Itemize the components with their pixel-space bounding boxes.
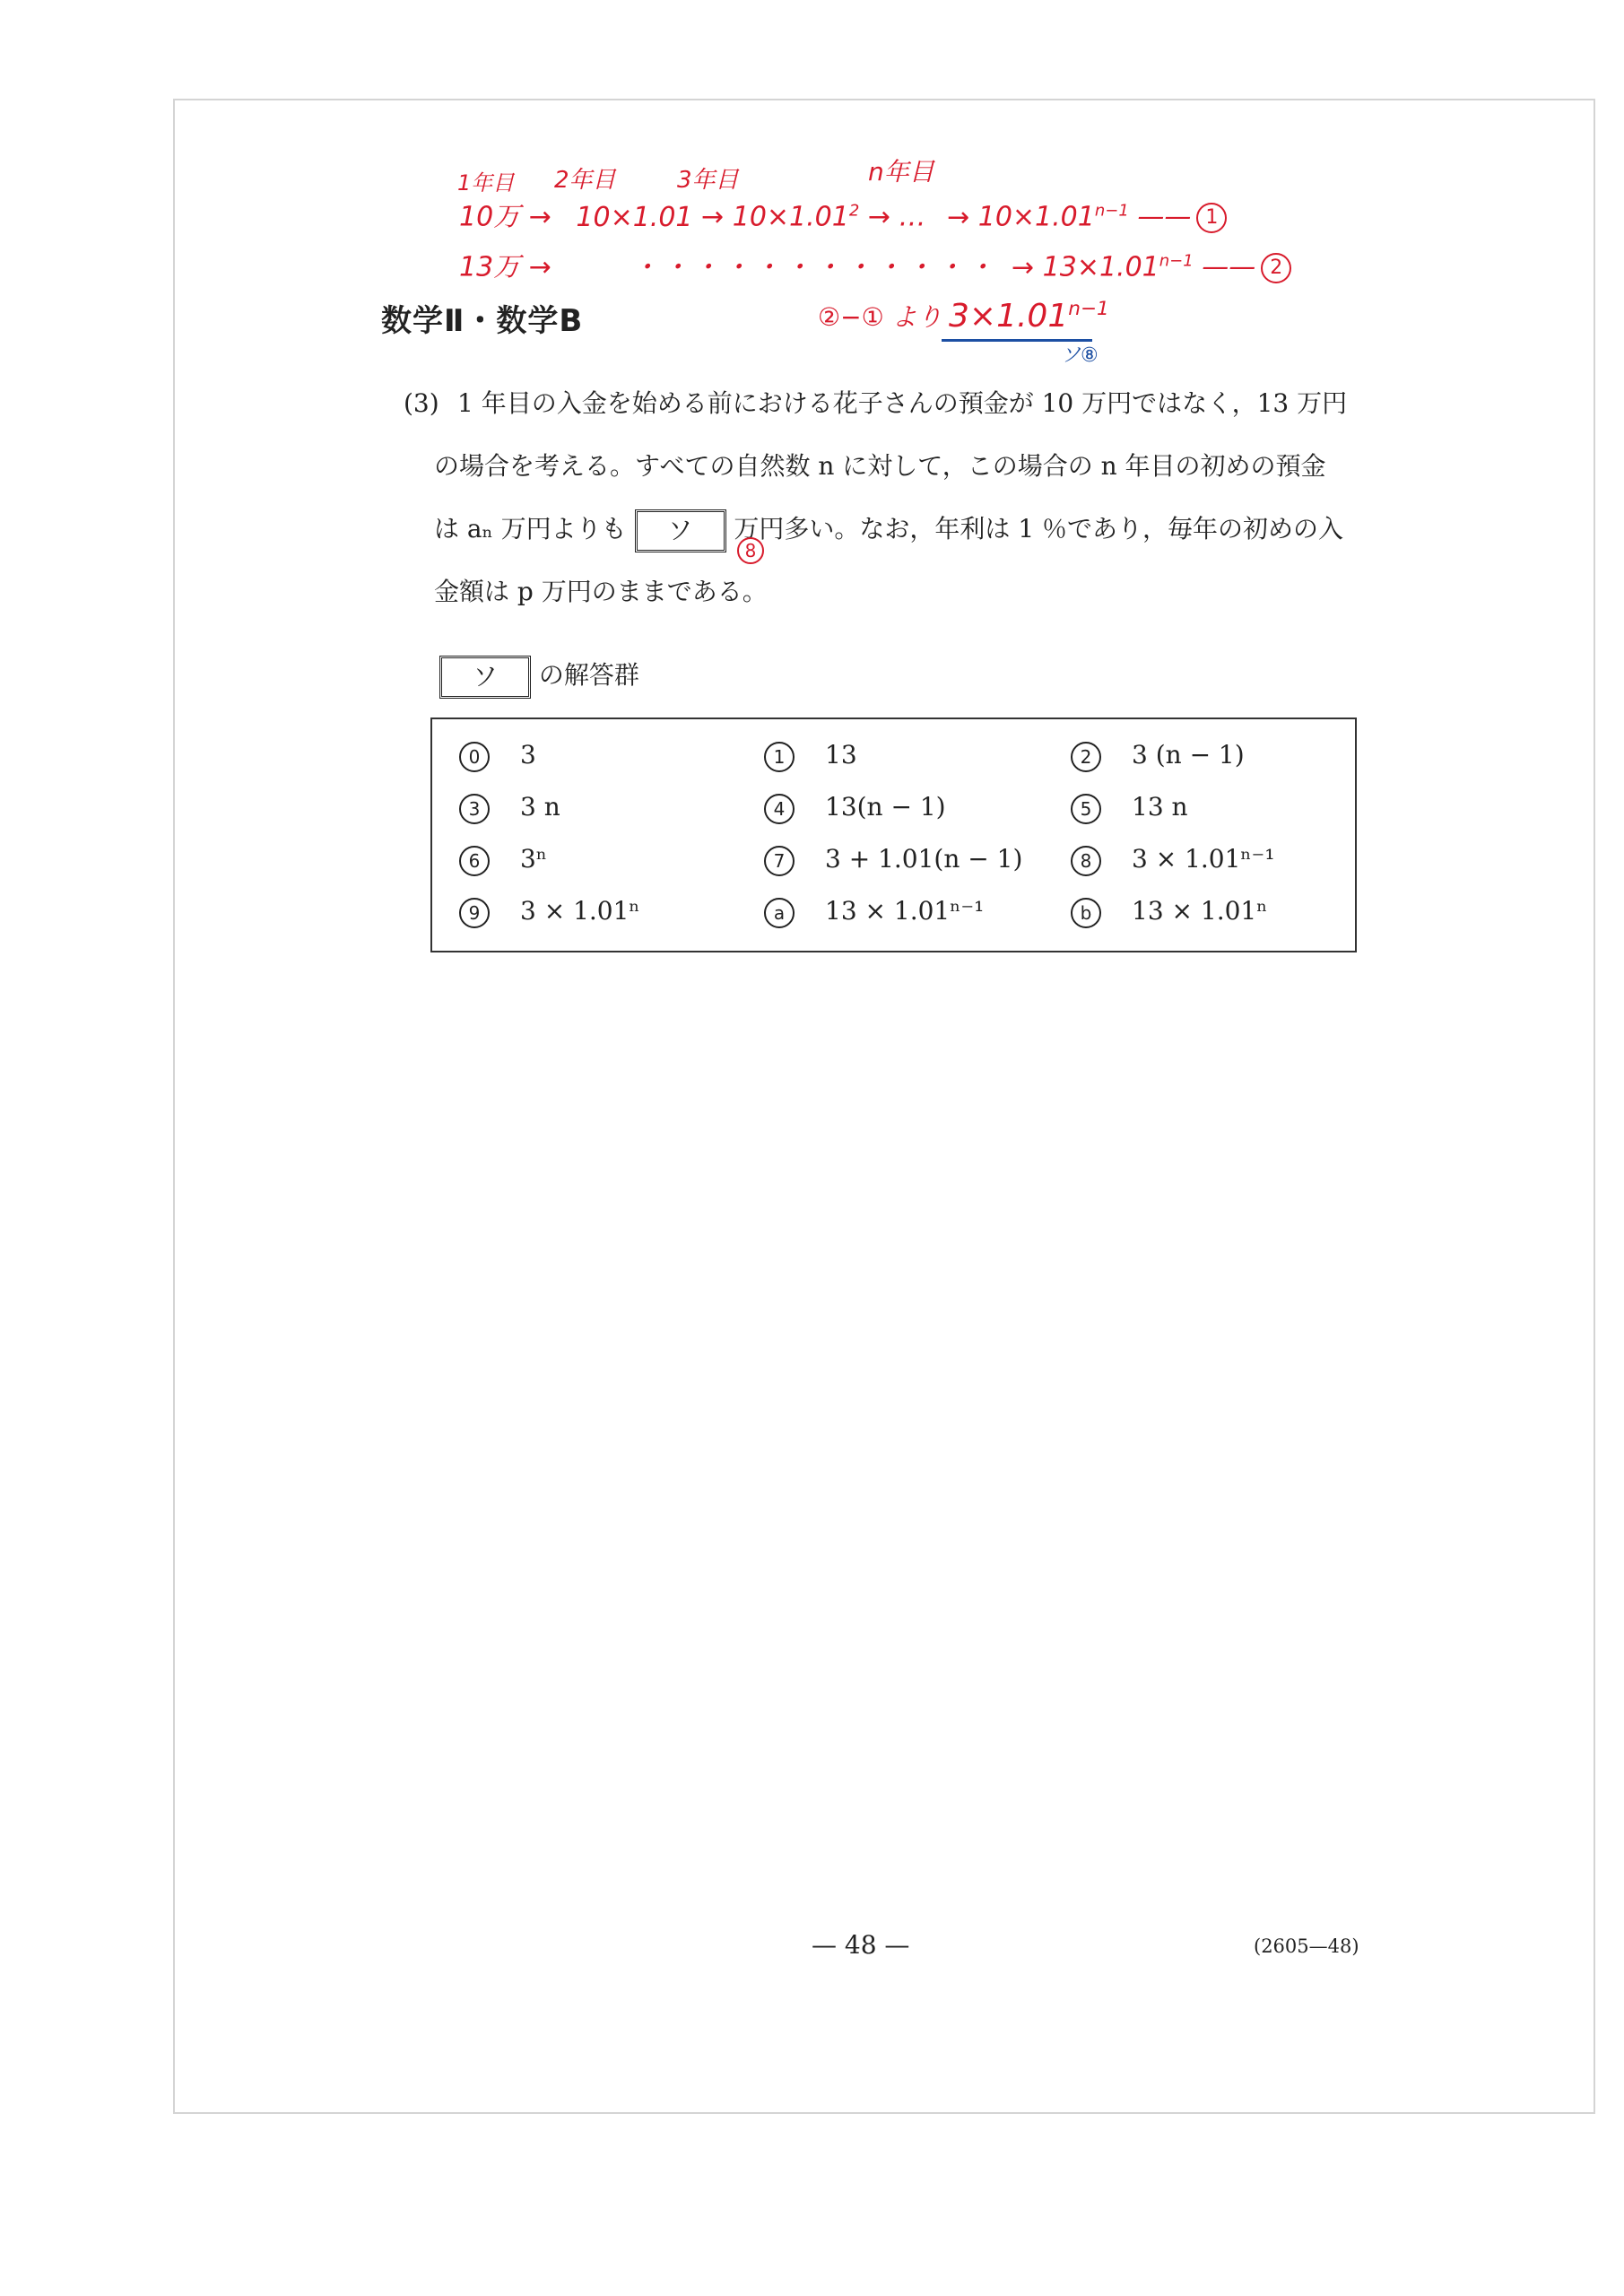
choice-mark-8: 8 [1071, 846, 1101, 876]
answer-box-so[interactable]: ソ [635, 509, 726, 552]
choice-mark-5: 5 [1071, 794, 1101, 824]
handwritten-row2-end: 13×1.01 [1042, 251, 1159, 283]
handwritten-row1-end-exp: n−1 [1094, 201, 1129, 221]
choices-box [430, 718, 1357, 952]
choice-text: 13 × 1.01ⁿ [1132, 896, 1268, 926]
choice-1[interactable] [764, 737, 857, 773]
problem-line-4 [404, 561, 1372, 623]
handwritten-row2: 13万 → ・・・・・・・・・・・・ → $13\times 1.01^{n-1}$ —— 2 [459, 253, 1291, 283]
problem-line3-before: は aₙ 万円よりも [434, 514, 627, 544]
choice-9[interactable] [459, 893, 640, 929]
problem-line3-after: 万円多い。なお，年利は 1 ％であり，毎年の初めの入 [734, 514, 1344, 544]
handwritten-difference-exp: n−1 [1068, 298, 1109, 320]
handwritten-year2: 2年目 [554, 167, 616, 194]
handwritten-row2-dots: ・・・・・・・・・・・・ [631, 251, 998, 283]
blue-underline [942, 339, 1092, 342]
page-number: — 48 — [812, 1930, 910, 1960]
choice-mark-4: 4 [764, 794, 795, 824]
answer-group-label [439, 655, 639, 699]
choice-mark-a: a [764, 898, 795, 928]
handwritten-mark-1-icon: 1 [1196, 203, 1227, 233]
answer-group-box: ソ [439, 656, 531, 699]
choice-text: 3 + 1.01(n − 1) [825, 844, 1023, 874]
choice-mark-2: 2 [1071, 742, 1101, 772]
handwritten-yearn: n年目 [868, 157, 934, 187]
choice-0[interactable] [459, 737, 536, 773]
choice-text: 13(n − 1) [825, 792, 946, 822]
choice-b[interactable] [1071, 893, 1267, 929]
choice-mark-b: b [1071, 898, 1101, 928]
choice-text: 3 n [520, 792, 560, 822]
answer-group-text: の解答群 [538, 660, 639, 690]
problem-line4-text: 金額は p 万円のままである。 [434, 577, 768, 606]
choice-text: 3 × 1.01ⁿ [520, 896, 640, 926]
choice-mark-6: 6 [459, 846, 490, 876]
choice-mark-1: 1 [764, 742, 795, 772]
choice-mark-0: 0 [459, 742, 490, 772]
choice-text: 13 [825, 740, 857, 770]
handwritten-mark-2-icon: 2 [1261, 253, 1291, 283]
choice-4[interactable] [764, 789, 946, 825]
handwritten-year1: 1年目 [457, 170, 515, 196]
choice-8[interactable] [1071, 841, 1275, 877]
choice-a[interactable] [764, 893, 984, 929]
page-code: (2605—48) [1254, 1935, 1359, 1957]
handwritten-difference-result [949, 300, 1109, 333]
handwritten-row1-dots: … [899, 201, 926, 233]
choice-2[interactable] [1071, 737, 1245, 773]
choice-text: 3ⁿ [520, 844, 547, 874]
problem-line-2 [404, 435, 1372, 498]
choice-7[interactable] [764, 841, 1022, 877]
problem-line-3 [404, 498, 1372, 561]
problem-line1-text: 1 年目の入金を始める前における花子さんの預金が 10 万円ではなく，13 万円 [457, 388, 1348, 418]
problem-line2-text: の場合を考える。すべての自然数 n に対して，この場合の n 年目の初めの預金 [434, 451, 1326, 481]
handwritten-row1-step3-exp: 2 [848, 201, 860, 221]
problem-paragraph [404, 372, 1372, 623]
choice-mark-9: 9 [459, 898, 490, 928]
handwritten-row2-start: 13万 [459, 251, 521, 283]
handwritten-row1-end: 10×1.01 [977, 201, 1095, 233]
handwritten-blue-note: ソ⑧ [1061, 344, 1099, 367]
choice-mark-7: 7 [764, 846, 795, 876]
choice-text: 3 (n − 1) [1132, 740, 1245, 770]
handwritten-row1-start: 10万 [459, 201, 521, 233]
handwritten-difference-value: 3×1.01 [949, 298, 1069, 335]
choice-text: 13 × 1.01ⁿ⁻¹ [825, 896, 985, 926]
choice-mark-3: 3 [459, 794, 490, 824]
handwritten-row1-step2: 10×1.01 [576, 201, 693, 233]
handwritten-year3: 3年目 [677, 167, 739, 194]
handwritten-difference-label: ②−① より [818, 302, 942, 332]
problem-line-1 [404, 372, 1372, 435]
choice-3[interactable] [459, 789, 560, 825]
problem-number: (3) [404, 388, 439, 418]
handwritten-row2-end-exp: n−1 [1159, 251, 1194, 271]
handwritten-row1-step3: 10×1.01 [732, 201, 849, 233]
choice-text: 3 [520, 740, 536, 770]
handwritten-answer-mark: 8 [737, 537, 764, 564]
choice-6[interactable] [459, 841, 547, 877]
choice-5[interactable] [1071, 789, 1188, 825]
section-title: 数学Ⅱ・数学B [381, 303, 584, 339]
choice-text: 13 n [1132, 792, 1188, 822]
choice-text: 3 × 1.01ⁿ⁻¹ [1132, 844, 1275, 874]
handwritten-row1: 10万 → $10\times 1.01 \to 10\times 1.01^2$ → … → $10\times 1.01^{n-1}$ —— 1 [459, 203, 1227, 233]
